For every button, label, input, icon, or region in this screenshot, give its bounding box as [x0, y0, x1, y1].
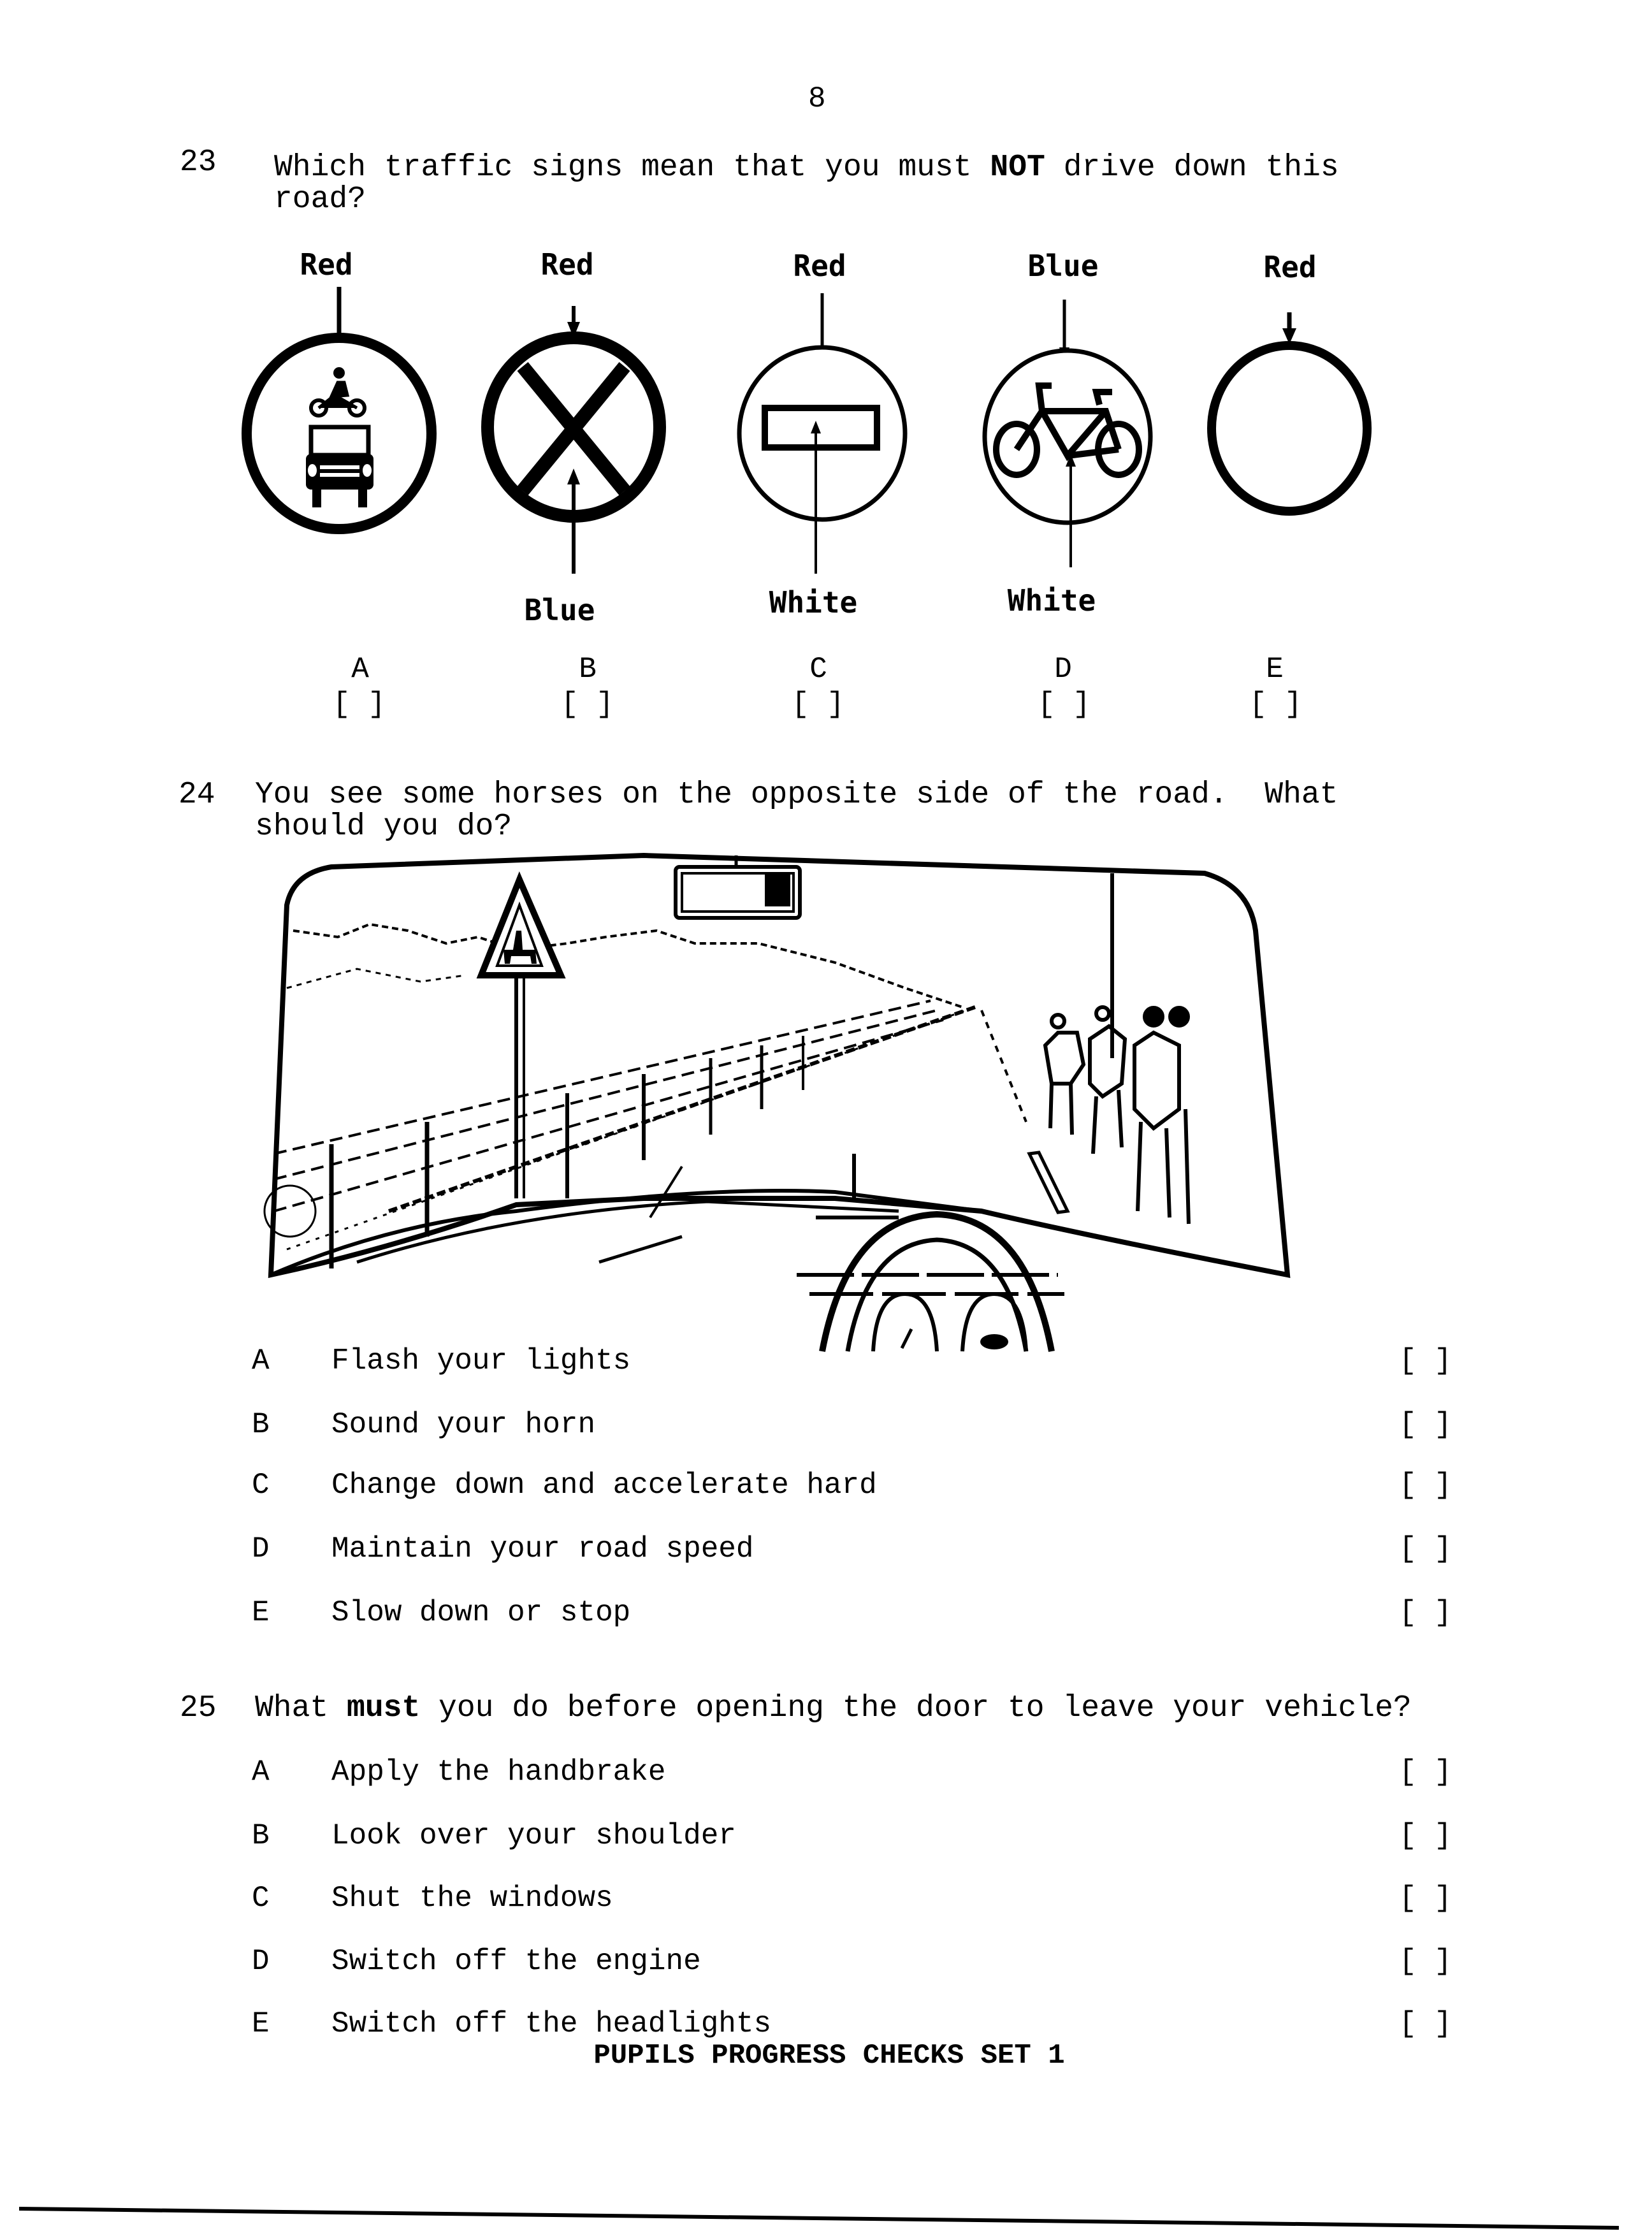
question-25-text-start: What: [255, 1691, 347, 1726]
scan-edge-line: [0, 2206, 1652, 2231]
option-letter: E: [252, 2007, 270, 2040]
option-letter: D: [252, 1945, 270, 1978]
option-text: Flash your lights: [331, 1344, 631, 1377]
question-24-option-d[interactable]: [252, 1533, 1475, 1571]
sign-b-answer-box[interactable]: [ ]: [561, 688, 614, 721]
option-text: Shut the windows: [331, 1882, 613, 1915]
option-letter: A: [252, 1755, 270, 1789]
option-text: Apply the handbrake: [331, 1755, 666, 1789]
question-25-option-a[interactable]: [252, 1756, 1475, 1794]
option-text: Switch off the engine: [331, 1945, 701, 1978]
question-number-25: 25: [180, 1691, 217, 1726]
no-motor-vehicles-sign-icon: [242, 287, 446, 555]
sign-a-top-label: Red: [300, 247, 353, 282]
sign-e-answer-box[interactable]: [ ]: [1249, 688, 1302, 721]
windscreen-view-horses-icon: [261, 854, 1332, 1351]
question-text-24: You see some horses on the opposite side of the road. What should you do?: [255, 778, 1338, 844]
option-letter: B: [252, 1408, 270, 1441]
question-number-24: 24: [178, 778, 215, 812]
question-23-text-start: Which traffic signs mean that you must: [274, 150, 990, 185]
answer-checkbox[interactable]: [ ]: [1399, 1344, 1452, 1377]
answer-checkbox[interactable]: [ ]: [1399, 2007, 1452, 2040]
question-24-option-e[interactable]: [252, 1597, 1475, 1635]
question-24-option-a[interactable]: [252, 1345, 1475, 1383]
sign-d-bottom-label: White: [1007, 583, 1096, 618]
question-text-25: [255, 1692, 1530, 1724]
option-text: Change down and accelerate hard: [331, 1469, 877, 1502]
option-letter: E: [252, 1596, 270, 1629]
sign-b-letter: B: [579, 653, 597, 686]
question-text-23: [274, 152, 1485, 215]
question-25-option-d[interactable]: [252, 1945, 1475, 1984]
option-letter: D: [252, 1532, 270, 1566]
clearway-no-stopping-sign-icon: [484, 306, 688, 574]
question-23-emphasis: NOT: [990, 150, 1045, 185]
option-letter: C: [252, 1469, 270, 1502]
option-text: Look over your shoulder: [331, 1819, 736, 1852]
question-25-text-end: you do before opening the door to leave your vehicle?: [420, 1691, 1412, 1726]
option-text: Sound your horn: [331, 1408, 596, 1441]
answer-checkbox[interactable]: [ ]: [1399, 1945, 1452, 1978]
sign-d-answer-box[interactable]: [ ]: [1038, 688, 1090, 721]
sign-c-answer-box[interactable]: [ ]: [792, 688, 844, 721]
answer-checkbox[interactable]: [ ]: [1399, 1882, 1452, 1915]
option-letter: A: [252, 1344, 270, 1377]
sign-b-bottom-label: Blue: [524, 593, 595, 627]
question-25-option-b[interactable]: [252, 1820, 1475, 1858]
question-25-emphasis: must: [347, 1691, 421, 1726]
option-text: Slow down or stop: [331, 1596, 631, 1629]
sign-e-top-label: Red: [1263, 250, 1317, 284]
answer-checkbox[interactable]: [ ]: [1399, 1755, 1452, 1789]
sign-b-top-label: Red: [540, 247, 594, 282]
option-text: Switch off the headlights: [331, 2007, 772, 2040]
question-23-text-end: drive down this road?: [274, 150, 1339, 217]
sign-c-top-label: Red: [793, 249, 846, 283]
answer-checkbox[interactable]: [ ]: [1399, 1596, 1452, 1629]
sign-c-letter: C: [809, 653, 827, 686]
no-entry-sign-icon: [733, 293, 937, 586]
sign-a-answer-box[interactable]: [ ]: [333, 688, 386, 721]
cycle-route-sign-icon: [975, 300, 1179, 586]
answer-checkbox[interactable]: [ ]: [1399, 1819, 1452, 1852]
sign-a-letter: A: [351, 653, 369, 686]
answer-checkbox[interactable]: [ ]: [1399, 1469, 1452, 1502]
question-24-option-c[interactable]: [252, 1469, 1475, 1508]
option-letter: B: [252, 1819, 270, 1852]
page-number: 8: [808, 82, 826, 115]
sign-d-top-label: Blue: [1027, 249, 1099, 283]
question-24-option-b[interactable]: [252, 1409, 1475, 1447]
question-25-option-c[interactable]: [252, 1882, 1475, 1921]
sign-e-letter: E: [1266, 653, 1284, 686]
option-text: Maintain your road speed: [331, 1532, 754, 1566]
footer-title: PUPILS PROGRESS CHECKS SET 1: [593, 2040, 1065, 2072]
answer-checkbox[interactable]: [ ]: [1399, 1532, 1452, 1566]
no-vehicles-sign-icon: [1198, 312, 1402, 542]
answer-checkbox[interactable]: [ ]: [1399, 1408, 1452, 1441]
option-letter: C: [252, 1882, 270, 1915]
question-number-23: 23: [180, 145, 217, 180]
sign-d-letter: D: [1054, 653, 1072, 686]
sign-c-bottom-label: White: [769, 585, 858, 620]
